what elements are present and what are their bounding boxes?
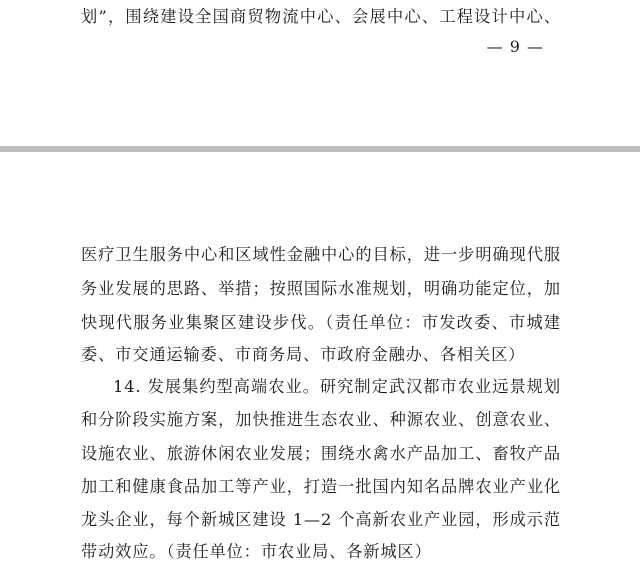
text-line: 加工和健康食品加工等产业，打造一批国内知名品牌农业产业化 [81, 477, 561, 496]
text-line: 医疗卫生服务中心和区域性金融中心的目标，进一步明确现代服 [81, 245, 561, 264]
text-line: 委、市交通运输委、市商务局、市政府金融办、各相关区） [81, 345, 526, 364]
text-line: 务业发展的思路、举措；按照国际水准规划，明确功能定位，加 [81, 279, 561, 298]
text-line: 设施农业、旅游休闲农业发展；围绕水禽水产品加工、畜牧产品 [81, 444, 561, 463]
page-number: — 9 — [486, 37, 544, 56]
text-line: 和分阶段实施方案，加快推进生态农业、种源农业、创意农业、 [81, 410, 561, 429]
text-line: 快现代服务业集聚区建设步伐。（责任单位：市发改委、市城建 [81, 313, 561, 332]
text-line: 龙头企业，每个新城区建设 1—2 个高新农业产业园，形成示范 [81, 510, 561, 529]
text-line: 带动效应。（责任单位：市农业局、各新城区） [81, 542, 432, 561]
text-line: 14. 发展集约型高端农业。研究制定武汉都市农业远景规划 [113, 377, 561, 396]
document-page-top [0, 0, 640, 146]
document-page-bottom [0, 152, 640, 561]
text-line: 划”，围绕建设全国商贸物流中心、会展中心、工程设计中心、 [81, 7, 561, 26]
